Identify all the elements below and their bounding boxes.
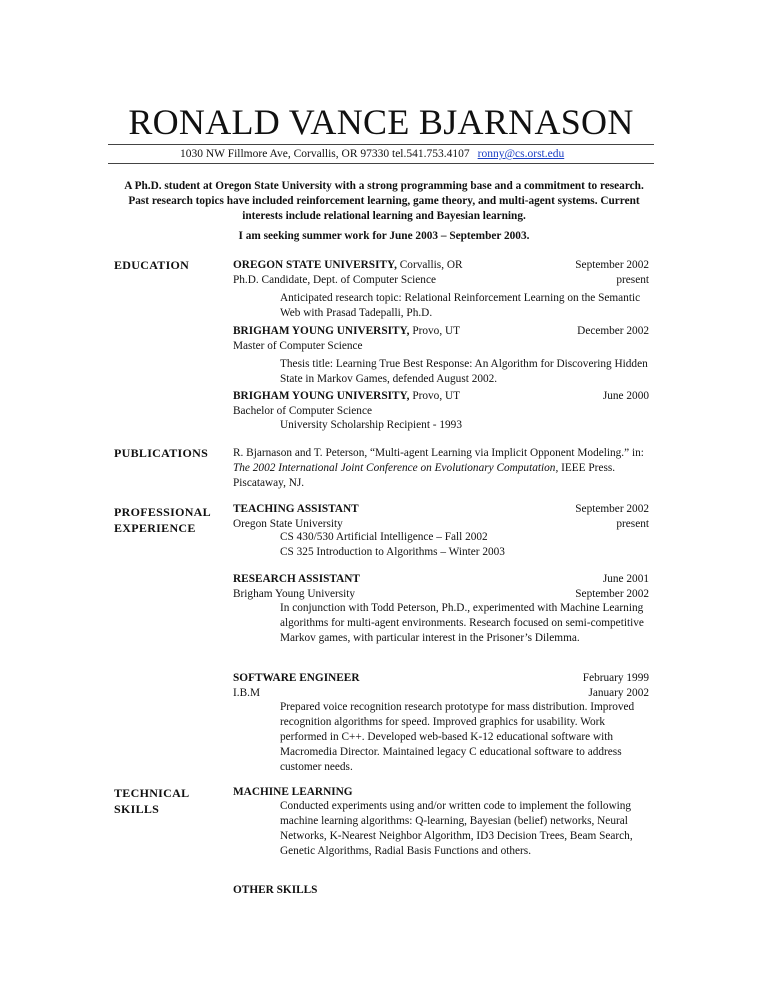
edu-3-date: June 2000: [602, 390, 649, 402]
edu-1-header: [233, 258, 649, 273]
job-1-title: TEACHING ASSISTANT: [233, 503, 359, 515]
skills-heading-line1: TECHNICAL: [114, 786, 190, 800]
job-1-course-2: CS 325 Introduction to Algorithms – Winter 2003: [280, 546, 505, 558]
edu-2-school: BRIGHAM YOUNG UNIVERSITY,: [233, 325, 410, 337]
skills-ml-header: [233, 785, 649, 800]
job-2-org: Brigham Young University: [233, 588, 356, 600]
edu-1-location: Corvallis, OR: [396, 259, 463, 271]
job-1-date-end: present: [616, 518, 649, 530]
publication-authors-title: R. Bjarnason and T. Peterson, “Multi-agent Learning via Implicit Opponent Modeling.” in:: [233, 447, 644, 459]
edu-2-degree: Master of Computer Science: [233, 340, 363, 352]
edu-3-header: [233, 389, 649, 404]
edu-1-school: OREGON STATE UNIVERSITY,: [233, 259, 397, 271]
job-3-date: February 1999: [582, 672, 649, 684]
skills-heading-line2: SKILLS: [114, 802, 160, 816]
publication-entry: [233, 446, 654, 491]
edu-1-note: Anticipated research topic: Relational Reinforcement Learning on the Semantic Web with Prasad Tadepalli, Ph.D.: [280, 292, 641, 319]
job-1-date: September 2002: [575, 503, 649, 515]
job-3-header: [233, 671, 649, 686]
edu-3-degree: Bachelor of Computer Science: [233, 405, 372, 417]
contact-line: [180, 146, 564, 162]
skills-other-title: OTHER SKILLS: [233, 884, 318, 896]
job-3-org: I.B.M: [233, 687, 260, 699]
job-2-date-end: September 2002: [575, 588, 649, 600]
edu-1-degree-line: [233, 273, 649, 288]
experience-heading-line2: EXPERIENCE: [114, 521, 196, 535]
experience-heading-line1: PROFESSIONAL: [114, 505, 211, 519]
resume-name: RONALD VANCE BJARNASON: [128, 102, 634, 142]
edu-3-degree-line: [233, 404, 649, 419]
skills-ml-description: Conducted experiments using and/or written code to implement the following machine learning algorithms: Q-learning, Bayesian (belief) networks, Neural Networks, K-Nearest Neighbor Algorithm, ID3 Decision Trees, Beam Search, Genetic Algorithms, Radial Basis Functions and others.: [280, 800, 633, 857]
job-3-title: SOFTWARE ENGINEER: [233, 672, 360, 684]
publication-venue: The 2002 International Joint Conference on Evolutionary Computation,: [233, 462, 559, 474]
edu-3-location: Provo, UT: [409, 390, 461, 402]
job-1-course-1: CS 430/530 Artificial Intelligence – Fall 2002: [280, 531, 488, 543]
publication-publisher: IEEE Press. Piscataway, NJ.: [233, 462, 616, 489]
publications-heading: PUBLICATIONS: [114, 446, 209, 460]
edu-3-school: BRIGHAM YOUNG UNIVERSITY,: [233, 390, 410, 402]
job-2-org-line: [233, 587, 649, 602]
job-2-description: In conjunction with Todd Peterson, Ph.D., experimented with Machine Learning algorithms for multi-agent environments. Research focused on semi-competitive Markov games, with particular interest in the Prisoner’s Dilemma.: [280, 602, 644, 644]
job-3-description: Prepared voice recognition research prototype for mass distribution. Improved recognition algorithms for speed. Improved graphics for usability. Work performed in C++. Developed web-based K-12 educational software with Macromedia Director. Maintained legacy C educational software to address customer needs.: [280, 701, 635, 773]
seeking-statement: I am seeking summer work for June 2003 – September 2003.: [238, 230, 530, 242]
edu-1-date: September 2002: [575, 259, 649, 271]
job-3-org-line: [233, 686, 649, 701]
skills-ml-title: MACHINE LEARNING: [233, 786, 353, 798]
job-2-date: June 2001: [602, 573, 649, 585]
edu-2-date: December 2002: [577, 325, 649, 337]
edu-2-note: Thesis title: Learning True Best Response: An Algorithm for Discovering Hidden State in Markov Games, defended August 2002.: [280, 358, 648, 385]
email-link[interactable]: ronny@cs.orst.edu: [477, 148, 565, 160]
job-2-header: [233, 572, 649, 587]
job-1-org: Oregon State University: [233, 518, 343, 530]
edu-3-note: University Scholarship Recipient - 1993: [280, 419, 462, 431]
job-1-header: [233, 502, 649, 517]
objective-statement: A Ph.D. student at Oregon State University with a strong programming base and a commitment to research. Past research topics have included reinforcement learning, game theory, and multi-agent systems. Current interests include relational learning and Bayesian learning.: [124, 180, 644, 222]
header-rule-top: [108, 144, 654, 145]
job-2-title: RESEARCH ASSISTANT: [233, 573, 360, 585]
contact-address: 1030 NW Fillmore Ave, Corvallis, OR 97330 tel.541.753.4107: [180, 148, 470, 160]
education-heading: EDUCATION: [114, 258, 190, 272]
edu-2-location: Provo, UT: [409, 325, 461, 337]
header-rule-bottom: [108, 163, 654, 164]
edu-2-degree-line: [233, 339, 649, 354]
edu-2-header: [233, 324, 649, 339]
edu-1-degree: Ph.D. Candidate, Dept. of Computer Science: [233, 274, 436, 286]
skills-other-header: [233, 883, 649, 898]
job-3-date-end: January 2002: [588, 687, 649, 699]
edu-1-date-end: present: [616, 274, 649, 286]
